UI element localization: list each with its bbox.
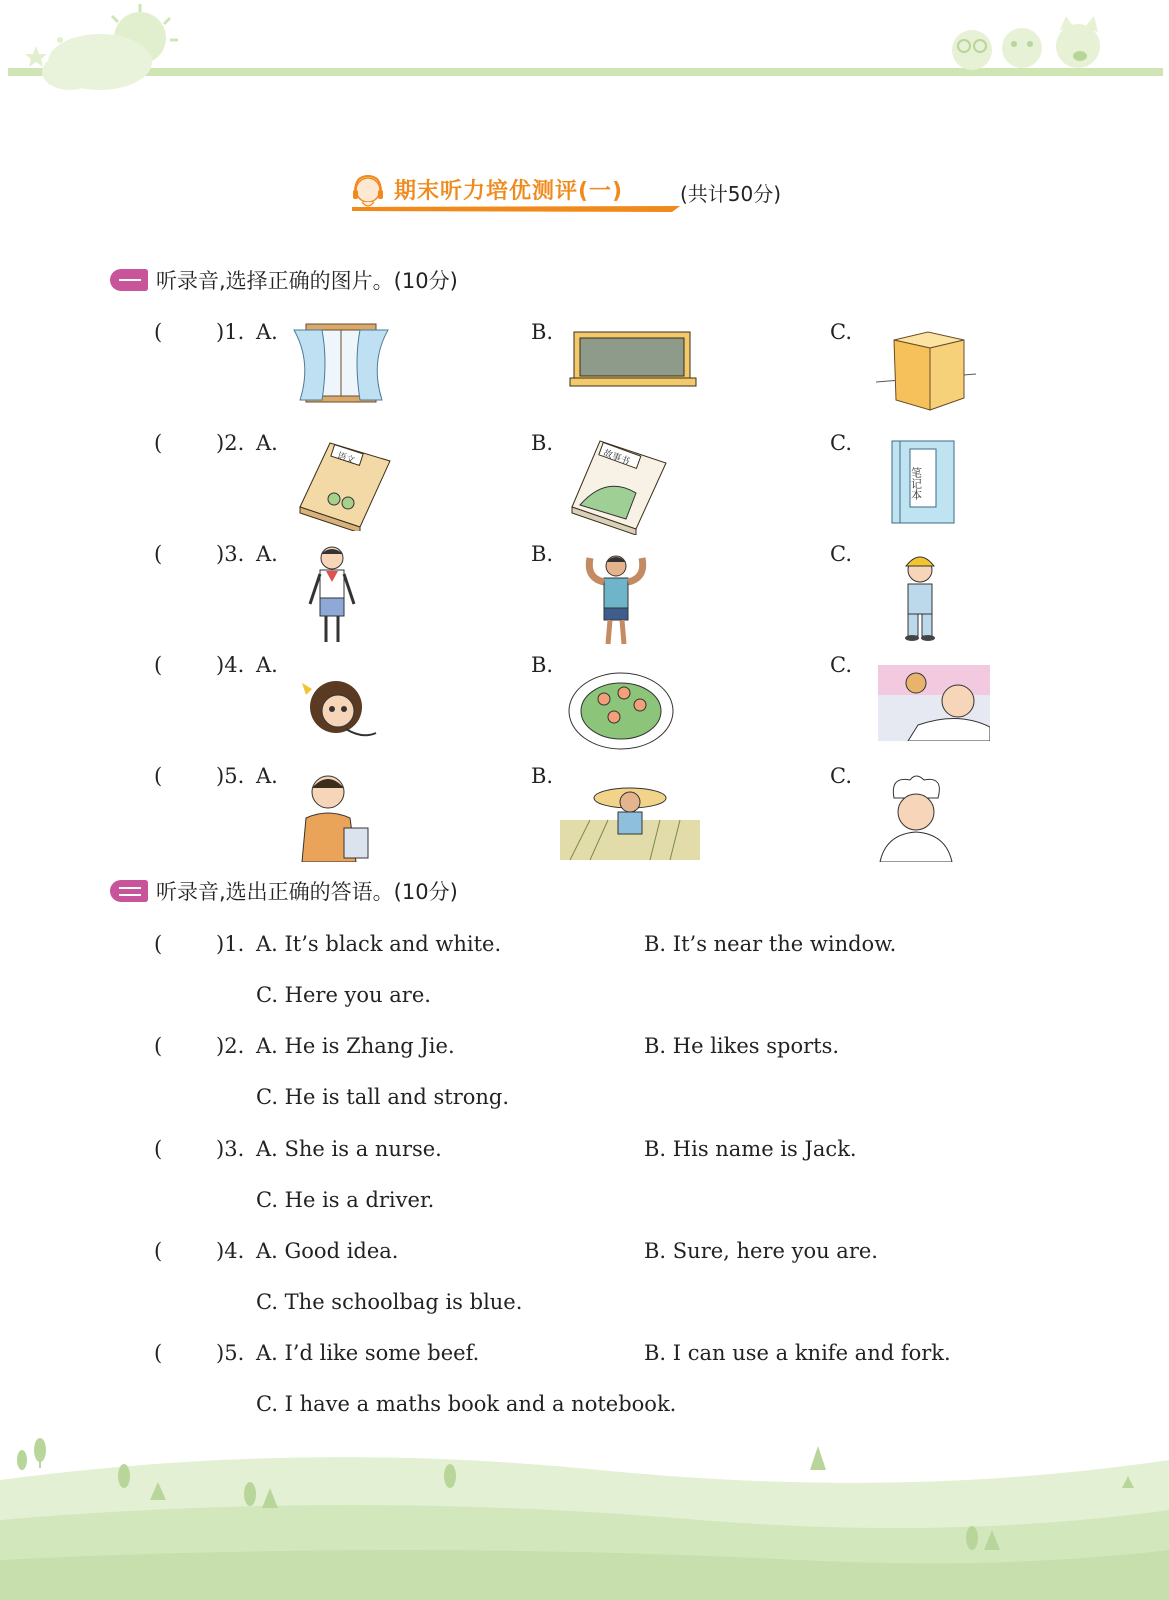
- book-label-text: 故事书: [601, 448, 631, 468]
- s1-question-1: [0, 320, 1169, 430]
- option-c[interactable]: C. Here you are.: [256, 983, 431, 1007]
- box-picture[interactable]: [876, 322, 976, 412]
- chinese-book-picture[interactable]: [294, 437, 394, 531]
- option-b[interactable]: B. I can use a knife and fork.: [644, 1341, 951, 1365]
- strong-man-picture[interactable]: [580, 548, 650, 648]
- title-underline: [352, 206, 680, 212]
- option-c-label: C.: [830, 431, 852, 455]
- answer-blank[interactable]: ( )3.: [154, 542, 245, 566]
- title-main: 期末听力培优测评(一): [394, 179, 624, 204]
- boy-pioneer-picture[interactable]: [298, 544, 364, 652]
- s2-question-3: [0, 1137, 1169, 1237]
- answer-blank[interactable]: ( )1.: [154, 932, 245, 956]
- option-c[interactable]: C. I have a maths book and a notebook.: [256, 1392, 677, 1416]
- salad-plate-picture[interactable]: [566, 665, 676, 751]
- storybook-picture[interactable]: [566, 435, 670, 535]
- option-b-label: B.: [531, 653, 554, 677]
- s1-question-3: [0, 542, 1169, 652]
- section2-heading: 听录音,选出正确的答语。(10分): [156, 880, 458, 904]
- section1-header: [110, 265, 610, 295]
- s1-question-4: [0, 653, 1169, 763]
- answer-blank[interactable]: ( )2.: [154, 1034, 245, 1058]
- option-c-label: C.: [830, 320, 852, 344]
- book-label-text: 笔记本: [909, 467, 923, 500]
- option-a-label: A.: [256, 431, 278, 455]
- option-a[interactable]: A. He is Zhang Jie.: [256, 1034, 455, 1058]
- girl-picture[interactable]: [296, 677, 380, 747]
- option-b-label: B.: [531, 764, 554, 788]
- option-b-label: B.: [531, 320, 554, 344]
- option-c-label: C.: [830, 653, 852, 677]
- title-score-note: (共计50分): [680, 182, 782, 206]
- window-picture[interactable]: [288, 322, 394, 404]
- animal-friends-icon: [952, 16, 1100, 70]
- option-b[interactable]: B. He likes sports.: [644, 1034, 840, 1058]
- baby-sleeping-picture[interactable]: [878, 665, 990, 741]
- option-b[interactable]: B. His name is Jack.: [644, 1137, 857, 1161]
- option-a[interactable]: A. Good idea.: [256, 1239, 399, 1263]
- answer-blank[interactable]: ( )4.: [154, 653, 245, 677]
- notebook-picture[interactable]: [886, 437, 962, 527]
- option-c[interactable]: C. He is tall and strong.: [256, 1085, 510, 1109]
- answer-blank[interactable]: ( )1.: [154, 320, 245, 344]
- blackboard-picture[interactable]: [568, 330, 698, 390]
- office-worker-picture[interactable]: [296, 768, 372, 862]
- option-a-label: A.: [256, 320, 278, 344]
- option-a[interactable]: A. It’s black and white.: [256, 932, 502, 956]
- s2-question-1: [0, 932, 1169, 1032]
- header-decoration: [0, 0, 1169, 110]
- option-b[interactable]: B. Sure, here you are.: [644, 1239, 878, 1263]
- option-a-label: A.: [256, 764, 278, 788]
- section2-header: [110, 876, 610, 906]
- book-label-text: 语文: [335, 451, 356, 467]
- answer-blank[interactable]: ( )2.: [154, 431, 245, 455]
- boy-yellow-cap-picture[interactable]: [890, 548, 950, 644]
- farmer-picture[interactable]: [560, 776, 700, 860]
- option-c-label: C.: [830, 764, 852, 788]
- option-b-label: B.: [531, 542, 554, 566]
- answer-blank[interactable]: ( )5.: [154, 764, 245, 788]
- page-title: [350, 168, 830, 218]
- option-c[interactable]: C. The schoolbag is blue.: [256, 1290, 523, 1314]
- option-b-label: B.: [531, 431, 554, 455]
- option-a[interactable]: A. I’d like some beef.: [256, 1341, 480, 1365]
- option-a-label: A.: [256, 542, 278, 566]
- option-b[interactable]: B. It’s near the window.: [644, 932, 897, 956]
- headphones-icon: [350, 172, 386, 210]
- option-a[interactable]: A. She is a nurse.: [256, 1137, 442, 1161]
- answer-blank[interactable]: ( )4.: [154, 1239, 245, 1263]
- s1-question-2: [0, 431, 1169, 541]
- section1-heading: 听录音,选择正确的图片。(10分): [156, 269, 458, 293]
- option-c[interactable]: C. He is a driver.: [256, 1188, 435, 1212]
- s2-question-4: [0, 1239, 1169, 1339]
- answer-blank[interactable]: ( )5.: [154, 1341, 245, 1365]
- option-c-label: C.: [830, 542, 852, 566]
- s2-question-2: [0, 1034, 1169, 1134]
- footer-landscape: [0, 1420, 1169, 1600]
- cook-picture[interactable]: [876, 772, 956, 862]
- answer-blank[interactable]: ( )3.: [154, 1137, 245, 1161]
- section2-badge: [110, 880, 148, 902]
- s1-question-5: [0, 764, 1169, 874]
- option-a-label: A.: [256, 653, 278, 677]
- sun-cloud-icon: [25, 4, 178, 90]
- section1-badge: [110, 269, 148, 291]
